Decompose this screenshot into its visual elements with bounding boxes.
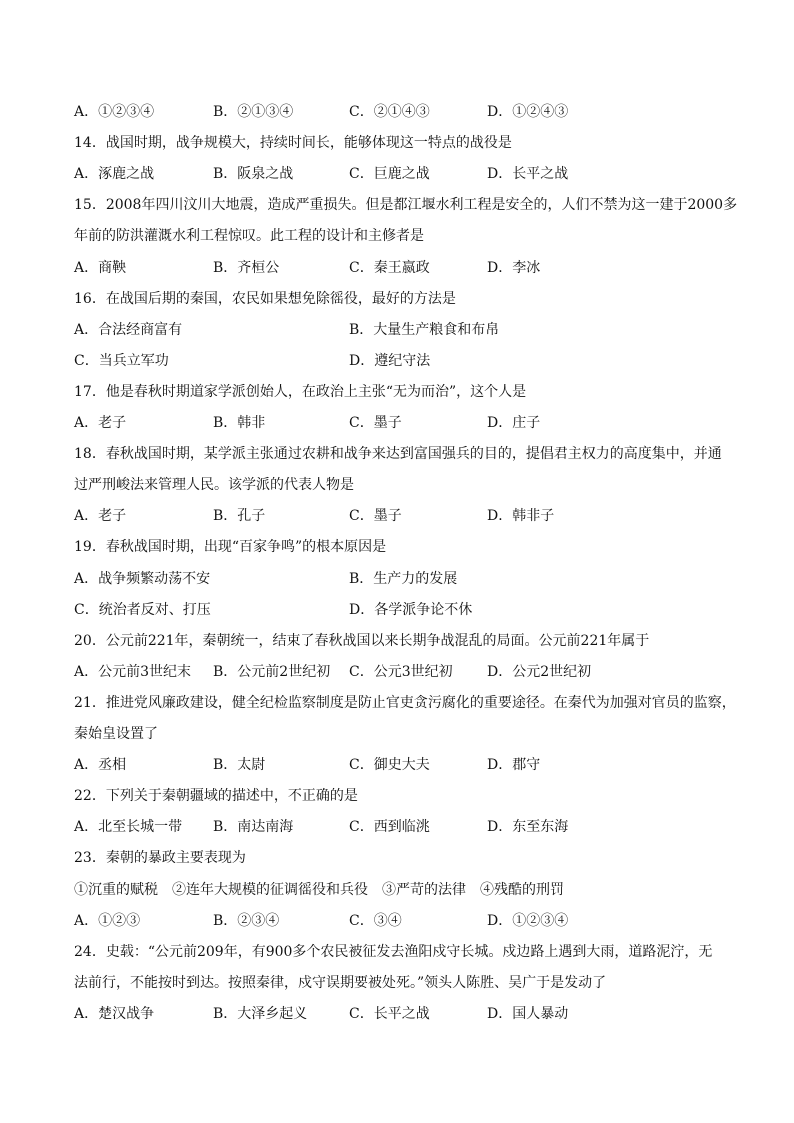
answer-option: D．①②④③: [487, 104, 569, 120]
question-text-line: 法前行，不能按时到达。按照秦律，戍守误期要被处死。”领头人陈胜、吴广于是发动了: [74, 974, 607, 991]
answer-option: D．国人暴动: [487, 1005, 569, 1022]
answer-option: C．长平之战: [349, 1005, 430, 1022]
question-text-line: 22．下列关于秦朝疆域的描述中，不正确的是: [74, 788, 358, 805]
answer-option: A．老子: [74, 508, 127, 525]
answer-option: C．秦王嬴政: [349, 259, 430, 276]
answer-option: A．公元前3世纪末: [74, 663, 192, 680]
answer-option: B．②①③④: [213, 104, 294, 120]
answer-option: C．墨子: [349, 415, 402, 431]
question-text-line: 过严刑峻法来管理人民。该学派的代表人物是: [74, 477, 354, 494]
answer-option: A．楚汉战争: [74, 1005, 155, 1022]
question-text-line: 14．战国时期，战争规模大，持续时间长，能够体现这一特点的战役是: [74, 135, 512, 152]
question-text-line: 24．史载：“公元前209年，有900多个农民被征发去渔阳戍守长城。戍边路上遇到大雨，道路泥泞，无: [74, 943, 713, 960]
answer-option: D．庄子: [487, 415, 541, 431]
answer-option: B．南达南海: [213, 819, 294, 836]
answer-option: D．李冰: [487, 259, 541, 276]
answer-option: D．东至东海: [487, 819, 569, 836]
answer-option: C．③④: [349, 912, 402, 929]
answer-option: D．遵纪守法: [349, 352, 431, 369]
answer-option: D．长平之战: [487, 166, 569, 183]
answer-option: C．当兵立军功: [74, 352, 169, 369]
answer-option: A．①②③④: [74, 104, 155, 120]
answer-option: A．合法经商富有: [74, 321, 183, 338]
answer-option: A．商鞅: [74, 259, 127, 276]
question-text-line: 秦始皇设置了: [74, 726, 158, 742]
answer-option: D．公元2世纪初: [487, 663, 592, 680]
answer-option: D．①②③④: [487, 912, 569, 929]
answer-option: B．大泽乡起义: [213, 1005, 308, 1022]
answer-option: B．齐桓公: [213, 259, 280, 276]
question-text-line: 23．秦朝的暴政主要表现为: [74, 850, 246, 867]
answer-option: B．②③④: [213, 912, 280, 929]
answer-option: C．②①④③: [349, 104, 430, 120]
answer-option: B．韩非: [213, 415, 266, 431]
question-text-line: ①沉重的赋税 ②连年大规模的征调徭役和兵役 ③严苛的法律 ④残酷的刑罚: [74, 881, 564, 898]
answer-option: D．各学派争论不休: [349, 601, 473, 618]
question-text-line: 20．公元前221年，秦朝统一，结束了春秋战国以来长期争战混乱的局面。公元前221年属于: [74, 632, 650, 649]
answer-option: A．丞相: [74, 757, 127, 774]
question-text-line: 年前的防洪灌溉水利工程惊叹。此工程的设计和主修者是: [74, 228, 424, 245]
answer-option: B．阪泉之战: [213, 166, 294, 183]
answer-option: C．巨鹿之战: [349, 166, 430, 183]
answer-option: C．墨子: [349, 508, 402, 525]
question-text-line: 17．他是春秋时期道家学派创始人，在政治上主张“无为而治”，这个人是: [74, 383, 527, 400]
answer-option: B．公元前2世纪初: [213, 663, 331, 680]
answer-option: B．生产力的发展: [349, 570, 458, 587]
answer-option: A．涿鹿之战: [74, 166, 155, 183]
answer-option: A．战争频繁动荡不安: [74, 570, 211, 587]
answer-option: B．孔子: [213, 508, 266, 525]
question-text-line: 15．2008年四川汶川大地震，造成严重损失。但是都江堰水利工程是安全的，人们不禁为这一建于2000多: [74, 197, 738, 214]
answer-option: C．御史大夫: [349, 757, 430, 774]
question-text-line: 19．春秋战国时期，出现“百家争鸣”的根本原因是: [74, 539, 387, 556]
answer-option: A．北至长城一带: [74, 819, 183, 836]
question-text-line: 21．推进党风廉政建设，健全纪检监察制度是防止官吏贪污腐化的重要途径。在秦代为加强对官员的监察，: [74, 694, 736, 711]
answer-option: C．公元3世纪初: [349, 663, 453, 680]
answer-option: A．①②③: [74, 912, 141, 929]
answer-option: C．统治者反对、打压: [74, 601, 211, 618]
answer-option: C．西到临洮: [349, 819, 430, 836]
answer-option: D．韩非子: [487, 508, 555, 525]
answer-option: A．老子: [74, 415, 127, 431]
answer-option: B．太尉: [213, 757, 266, 774]
question-text-line: 16．在战国后期的秦国，农民如果想免除徭役，最好的方法是: [74, 290, 456, 307]
answer-option: B．大量生产粮食和布帛: [349, 321, 500, 338]
question-text-line: 18．春秋战国时期，某学派主张通过农耕和战争来达到富国强兵的目的，提倡君主权力的高度集中，并通: [74, 446, 722, 463]
answer-option: D．郡守: [487, 757, 541, 774]
